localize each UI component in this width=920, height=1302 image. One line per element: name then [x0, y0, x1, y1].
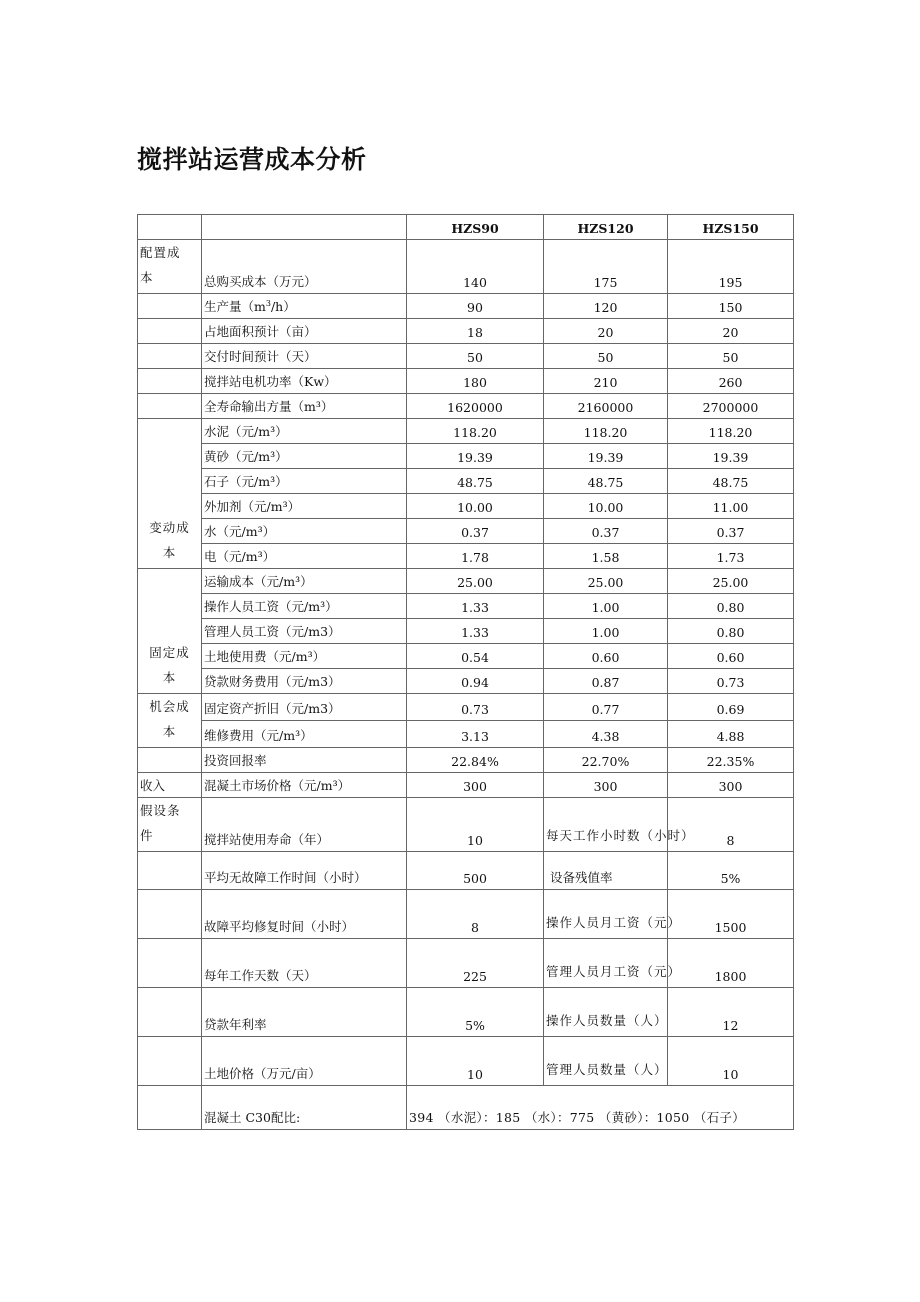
category-variable: [138, 419, 202, 569]
value-cell: 1.78: [407, 544, 544, 569]
category-label: 本: [140, 270, 154, 285]
row-label: 土地价格（万元/亩）: [202, 1037, 407, 1086]
table-row: [138, 544, 794, 569]
row-label-secondary: 操作人员月工资（元）: [544, 890, 668, 939]
value-cell: 2700000: [668, 394, 794, 419]
header-row: [138, 215, 794, 240]
row-label: 贷款年利率: [202, 988, 407, 1037]
table-row: [138, 852, 794, 890]
row-label: 故障平均修复时间（小时）: [202, 890, 407, 939]
value-cell: 0.94: [407, 669, 544, 694]
value-cell: 1.33: [407, 619, 544, 644]
table-row: [138, 569, 794, 594]
value-cell: 140: [407, 240, 544, 294]
value-cell: 48.75: [544, 469, 668, 494]
value-cell: 50: [407, 344, 544, 369]
row-label: 每年工作天数（天）: [202, 939, 407, 988]
row-label: 石子（元/m³）: [202, 469, 407, 494]
table-row: [138, 798, 794, 852]
table-row: [138, 694, 794, 721]
value-cell: 19.39: [668, 444, 794, 469]
value-cell: 10: [668, 1037, 794, 1086]
value-cell: 300: [668, 773, 794, 798]
value-cell: 90: [407, 294, 544, 319]
row-label-secondary: 设备残值率: [544, 852, 668, 890]
category-blank-cell: [138, 939, 202, 988]
value-cell: 1.00: [544, 619, 668, 644]
category-label: 件: [140, 828, 154, 843]
value-cell: 8: [668, 798, 794, 852]
row-label-secondary: 每天工作小时数（小时）: [544, 798, 668, 852]
category-blank-cell: [138, 319, 202, 344]
row-label: 管理人员工资（元/m3）: [202, 619, 407, 644]
value-cell: 300: [544, 773, 668, 798]
page-title: 搅拌站运营成本分析: [137, 145, 367, 174]
category-label: 本: [162, 670, 177, 685]
category-assumption: [138, 798, 202, 852]
row-label-secondary: 操作人员数量（人）: [544, 988, 668, 1037]
value-cell: 118.20: [544, 419, 668, 444]
value-cell: 0.69: [668, 694, 794, 721]
value-cell: 195: [668, 240, 794, 294]
row-label: 操作人员工资（元/m³）: [202, 594, 407, 619]
category-blank-cell: [138, 344, 202, 369]
value-cell: 0.80: [668, 619, 794, 644]
value-cell: 260: [668, 369, 794, 394]
table-row: [138, 988, 794, 1037]
value-cell: 48.75: [668, 469, 794, 494]
category-label: 本: [162, 724, 177, 739]
value-cell: 20: [668, 319, 794, 344]
value-cell: 25.00: [668, 569, 794, 594]
value-cell: 180: [407, 369, 544, 394]
row-label: 占地面积预计（亩）: [202, 319, 407, 344]
value-cell: 19.39: [407, 444, 544, 469]
row-label: 水（元/m³）: [202, 519, 407, 544]
value-cell: 1.00: [544, 594, 668, 619]
value-cell: 0.80: [668, 594, 794, 619]
category-blank-cell: [138, 852, 202, 890]
table-row: [138, 619, 794, 644]
row-label: 投资回报率: [202, 748, 407, 773]
value-cell: 0.60: [544, 644, 668, 669]
row-label: 平均无故障工作时间（小时）: [202, 852, 407, 890]
row-label: 贷款财务费用（元/m3）: [202, 669, 407, 694]
value-cell: 1.73: [668, 544, 794, 569]
value-cell: 8: [407, 890, 544, 939]
value-cell: 210: [544, 369, 668, 394]
value-cell: 0.73: [407, 694, 544, 721]
category-label: 配置成: [140, 245, 181, 260]
cost-analysis-table: [137, 214, 794, 1130]
category-label: 固定成: [149, 645, 190, 660]
value-cell: 10: [407, 798, 544, 852]
category-blank-cell: [138, 369, 202, 394]
table-row: [138, 369, 794, 394]
row-label: 土地使用费（元/m³）: [202, 644, 407, 669]
value-cell: 50: [544, 344, 668, 369]
value-cell: 0.60: [668, 644, 794, 669]
table-row: [138, 344, 794, 369]
category-blank-cell: [138, 1037, 202, 1086]
row-label: 黄砂（元/m³）: [202, 444, 407, 469]
table-row: [138, 419, 794, 444]
table-row: [138, 1086, 794, 1130]
category-blank-cell: [138, 890, 202, 939]
category-config: [138, 240, 202, 294]
value-cell: 50: [668, 344, 794, 369]
value-cell: 1.33: [407, 594, 544, 619]
table-row: [138, 294, 794, 319]
value-cell: 2160000: [544, 394, 668, 419]
value-cell: 1.58: [544, 544, 668, 569]
value-cell: 0.87: [544, 669, 668, 694]
row-label: 全寿命输出方量（m³）: [202, 394, 407, 419]
category-label: 假设条: [140, 803, 181, 818]
category-fixed: [138, 569, 202, 694]
table-row: [138, 939, 794, 988]
category-label: 变动成: [149, 520, 190, 535]
row-label: 电（元/m³）: [202, 544, 407, 569]
value-cell: 0.73: [668, 669, 794, 694]
row-label: 运输成本（元/m³）: [202, 569, 407, 594]
value-cell: 120: [544, 294, 668, 319]
row-label: 水泥（元/m³）: [202, 419, 407, 444]
column-header-hzs120: HZS120: [544, 215, 668, 240]
value-cell: 0.37: [544, 519, 668, 544]
category-income: 收入: [138, 773, 202, 798]
table-row: [138, 773, 794, 798]
value-cell: 22.84%: [407, 748, 544, 773]
value-cell: 22.35%: [668, 748, 794, 773]
category-opportunity: [138, 694, 202, 748]
value-cell: 1620000: [407, 394, 544, 419]
category-blank-cell: [138, 988, 202, 1037]
column-header-hzs150: HZS150: [668, 215, 794, 240]
row-label-secondary: 管理人员月工资（元）: [544, 939, 668, 988]
value-cell: 4.38: [544, 721, 668, 748]
value-cell: 4.88: [668, 721, 794, 748]
table-row: [138, 594, 794, 619]
table-row: [138, 721, 794, 748]
value-cell: 10: [407, 1037, 544, 1086]
value-cell: 0.77: [544, 694, 668, 721]
value-cell: 175: [544, 240, 668, 294]
table-row: [138, 240, 794, 294]
row-label: 交付时间预计（天）: [202, 344, 407, 369]
row-label: 总购买成本（万元）: [202, 240, 407, 294]
mix-ratio-value: 394 （水泥）：185 （水）：775 （黄砂）：1050 （石子）: [407, 1086, 794, 1130]
row-label-secondary: 管理人员数量（人）: [544, 1037, 668, 1086]
value-cell: 1500: [668, 890, 794, 939]
value-cell: 500: [407, 852, 544, 890]
category-label: 机会成: [149, 699, 190, 714]
row-label: 固定资产折旧（元/m3）: [202, 694, 407, 721]
header-blank-cell: [202, 215, 407, 240]
category-blank-cell: [138, 394, 202, 419]
table-row: [138, 444, 794, 469]
value-cell: 5%: [668, 852, 794, 890]
table-row: [138, 644, 794, 669]
value-cell: 118.20: [668, 419, 794, 444]
value-cell: 0.37: [407, 519, 544, 544]
header-blank-cell: [138, 215, 202, 240]
value-cell: 10.00: [544, 494, 668, 519]
category-blank-cell: [138, 294, 202, 319]
table-row: [138, 394, 794, 419]
table-row: [138, 494, 794, 519]
value-cell: 3.13: [407, 721, 544, 748]
value-cell: 0.37: [668, 519, 794, 544]
row-label: 混凝土 C30配比:: [202, 1086, 407, 1130]
row-label: 混凝土市场价格（元/m³）: [202, 773, 407, 798]
value-cell: 19.39: [544, 444, 668, 469]
value-cell: 20: [544, 319, 668, 344]
category-label: 本: [162, 545, 177, 560]
value-cell: 25.00: [544, 569, 668, 594]
column-header-hzs90: HZS90: [407, 215, 544, 240]
category-blank-cell: [138, 1086, 202, 1130]
table-row: [138, 1037, 794, 1086]
table-row: [138, 748, 794, 773]
value-cell: 118.20: [407, 419, 544, 444]
value-cell: 18: [407, 319, 544, 344]
table-row: [138, 469, 794, 494]
value-cell: 12: [668, 988, 794, 1037]
row-label: 搅拌站电机功率（Kw）: [202, 369, 407, 394]
table-row: [138, 890, 794, 939]
table-row: [138, 319, 794, 344]
value-cell: 11.00: [668, 494, 794, 519]
table-row: [138, 669, 794, 694]
row-label: 维修费用（元/m³）: [202, 721, 407, 748]
value-cell: 10.00: [407, 494, 544, 519]
value-cell: 25.00: [407, 569, 544, 594]
row-label: 外加剂（元/m³）: [202, 494, 407, 519]
value-cell: 225: [407, 939, 544, 988]
value-cell: 5%: [407, 988, 544, 1037]
value-cell: 1800: [668, 939, 794, 988]
value-cell: 48.75: [407, 469, 544, 494]
table-row: [138, 519, 794, 544]
value-cell: 22.70%: [544, 748, 668, 773]
value-cell: 300: [407, 773, 544, 798]
row-label: 生产量$(m^3/h)$: [202, 294, 407, 319]
value-cell: 150: [668, 294, 794, 319]
value-cell: 0.54: [407, 644, 544, 669]
row-label: 搅拌站使用寿命（年）: [202, 798, 407, 852]
category-blank-cell: [138, 748, 202, 773]
